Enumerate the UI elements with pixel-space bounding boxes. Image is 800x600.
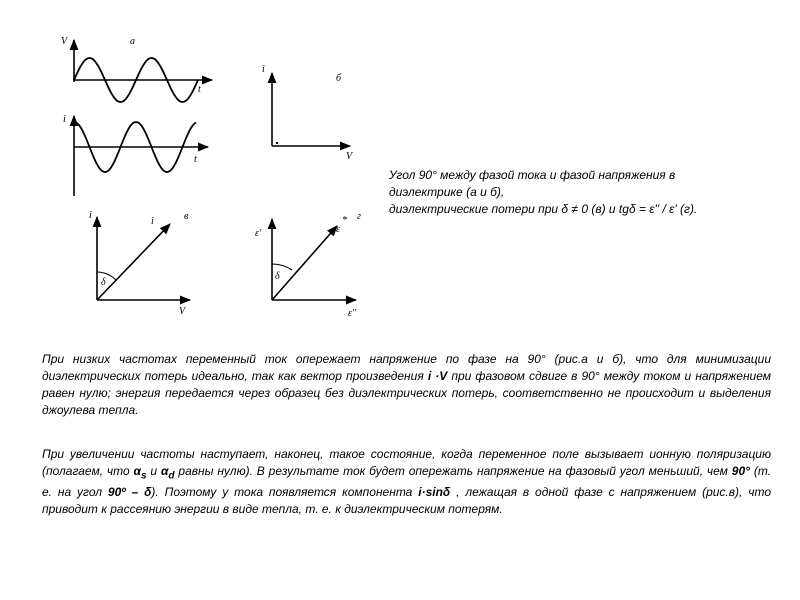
p2-alpha-s-symbol: α	[133, 464, 141, 478]
fig-a-panel-label: а	[130, 36, 135, 47]
paragraph-higher-frequency	[42, 446, 771, 518]
p2-text-3: равны нулю). В результате ток будет опережать напряжение на фазовый угол меньший, чем	[174, 464, 732, 478]
fig-a-i-label: i	[63, 114, 66, 125]
p2-ninety-degrees: 90°	[731, 464, 750, 478]
fig-c-i-axis-label: i	[89, 210, 92, 221]
p1-text-1: При низких частотах переменный ток опережает напряжение по фазе на 90° (рис.а и б), что для минимизации диэлектрических потерь идеально, так как вектор произведения	[42, 352, 771, 383]
p2-alpha-d	[160, 464, 175, 482]
fig-d-eps-double-prime-label: ε''	[348, 308, 357, 319]
p2-text-1: При увеличении частоты наступает, наконец, такое состояние, когда переменное поле вызывает ионную поляризацию (полагаем, что	[42, 447, 771, 478]
fig-b-panel-label: б	[336, 73, 342, 84]
paragraph-low-frequency	[42, 351, 771, 419]
figure-c	[89, 210, 190, 317]
figure-b	[262, 64, 354, 162]
fig-c-current-vector	[97, 224, 170, 300]
p1-iv-product: i ·V	[427, 369, 448, 383]
fig-c-i-vector-label: i	[151, 216, 154, 227]
fig-c-panel-label: в	[184, 211, 189, 222]
figure-d	[255, 211, 361, 319]
fig-d-eps-star-label: ε	[336, 224, 340, 235]
figure-a	[61, 36, 212, 196]
fig-a-t-label-top: t	[198, 84, 201, 95]
p2-angle-expression: 90º – δ	[107, 485, 152, 500]
fig-a-t-label-bottom: t	[194, 154, 197, 165]
fig-d-eps-prime-label: ε'	[255, 228, 262, 239]
figure-caption	[389, 167, 774, 218]
fig-d-panel-label: г	[357, 211, 361, 222]
fig-a-v-label: V	[61, 36, 68, 47]
p2-alpha-d-symbol: α	[160, 464, 169, 478]
p2-alpha-s	[133, 464, 147, 482]
fig-b-right-angle-mark	[276, 142, 278, 144]
p1-text-2: при фазовом сдвиге в 90° между током и напряжением равен нулю; энергия передается через образец без диэлектрических потерь, соответственно не происходит и выделения джоулева тепла.	[42, 369, 771, 417]
fig-d-delta-arc	[272, 264, 292, 270]
fig-b-v-label: V	[346, 151, 353, 162]
p2-text-4: (т. е. на угол	[42, 464, 772, 500]
fig-d-eps-star-vector	[272, 226, 337, 300]
caption-line-1: Угол 90° между фазой тока и фазой напряжения в	[389, 168, 676, 182]
fig-d-star-label: *	[342, 215, 347, 226]
p2-text-2: и	[146, 464, 161, 478]
p2-alpha-d-sub: d	[168, 470, 175, 482]
fig-b-i-label: i	[262, 64, 265, 75]
p2-i-sin-delta: i·sinδ	[418, 485, 451, 500]
p2-text-5: ). Поэтому у тока появляется компонента	[151, 485, 419, 500]
fig-c-delta-arc	[97, 272, 116, 280]
p2-alpha-s-sub: s	[140, 470, 147, 482]
caption-line-3: диэлектрические потери при δ ≠ 0 (в) и tgδ = ε'' / ε' (г).	[389, 202, 698, 216]
fig-c-v-label: V	[179, 306, 186, 317]
fig-d-delta-label: δ	[275, 271, 280, 282]
fig-c-delta-label: δ	[101, 277, 106, 288]
p2-text-6: , лежащая в одной фазе с напряжением (рис.в), что приводит к рассеянию энергии в виде тепла, т. е. к диэлектрическим потерям.	[42, 485, 771, 517]
caption-line-2: диэлектрике (а и б),	[389, 185, 505, 199]
